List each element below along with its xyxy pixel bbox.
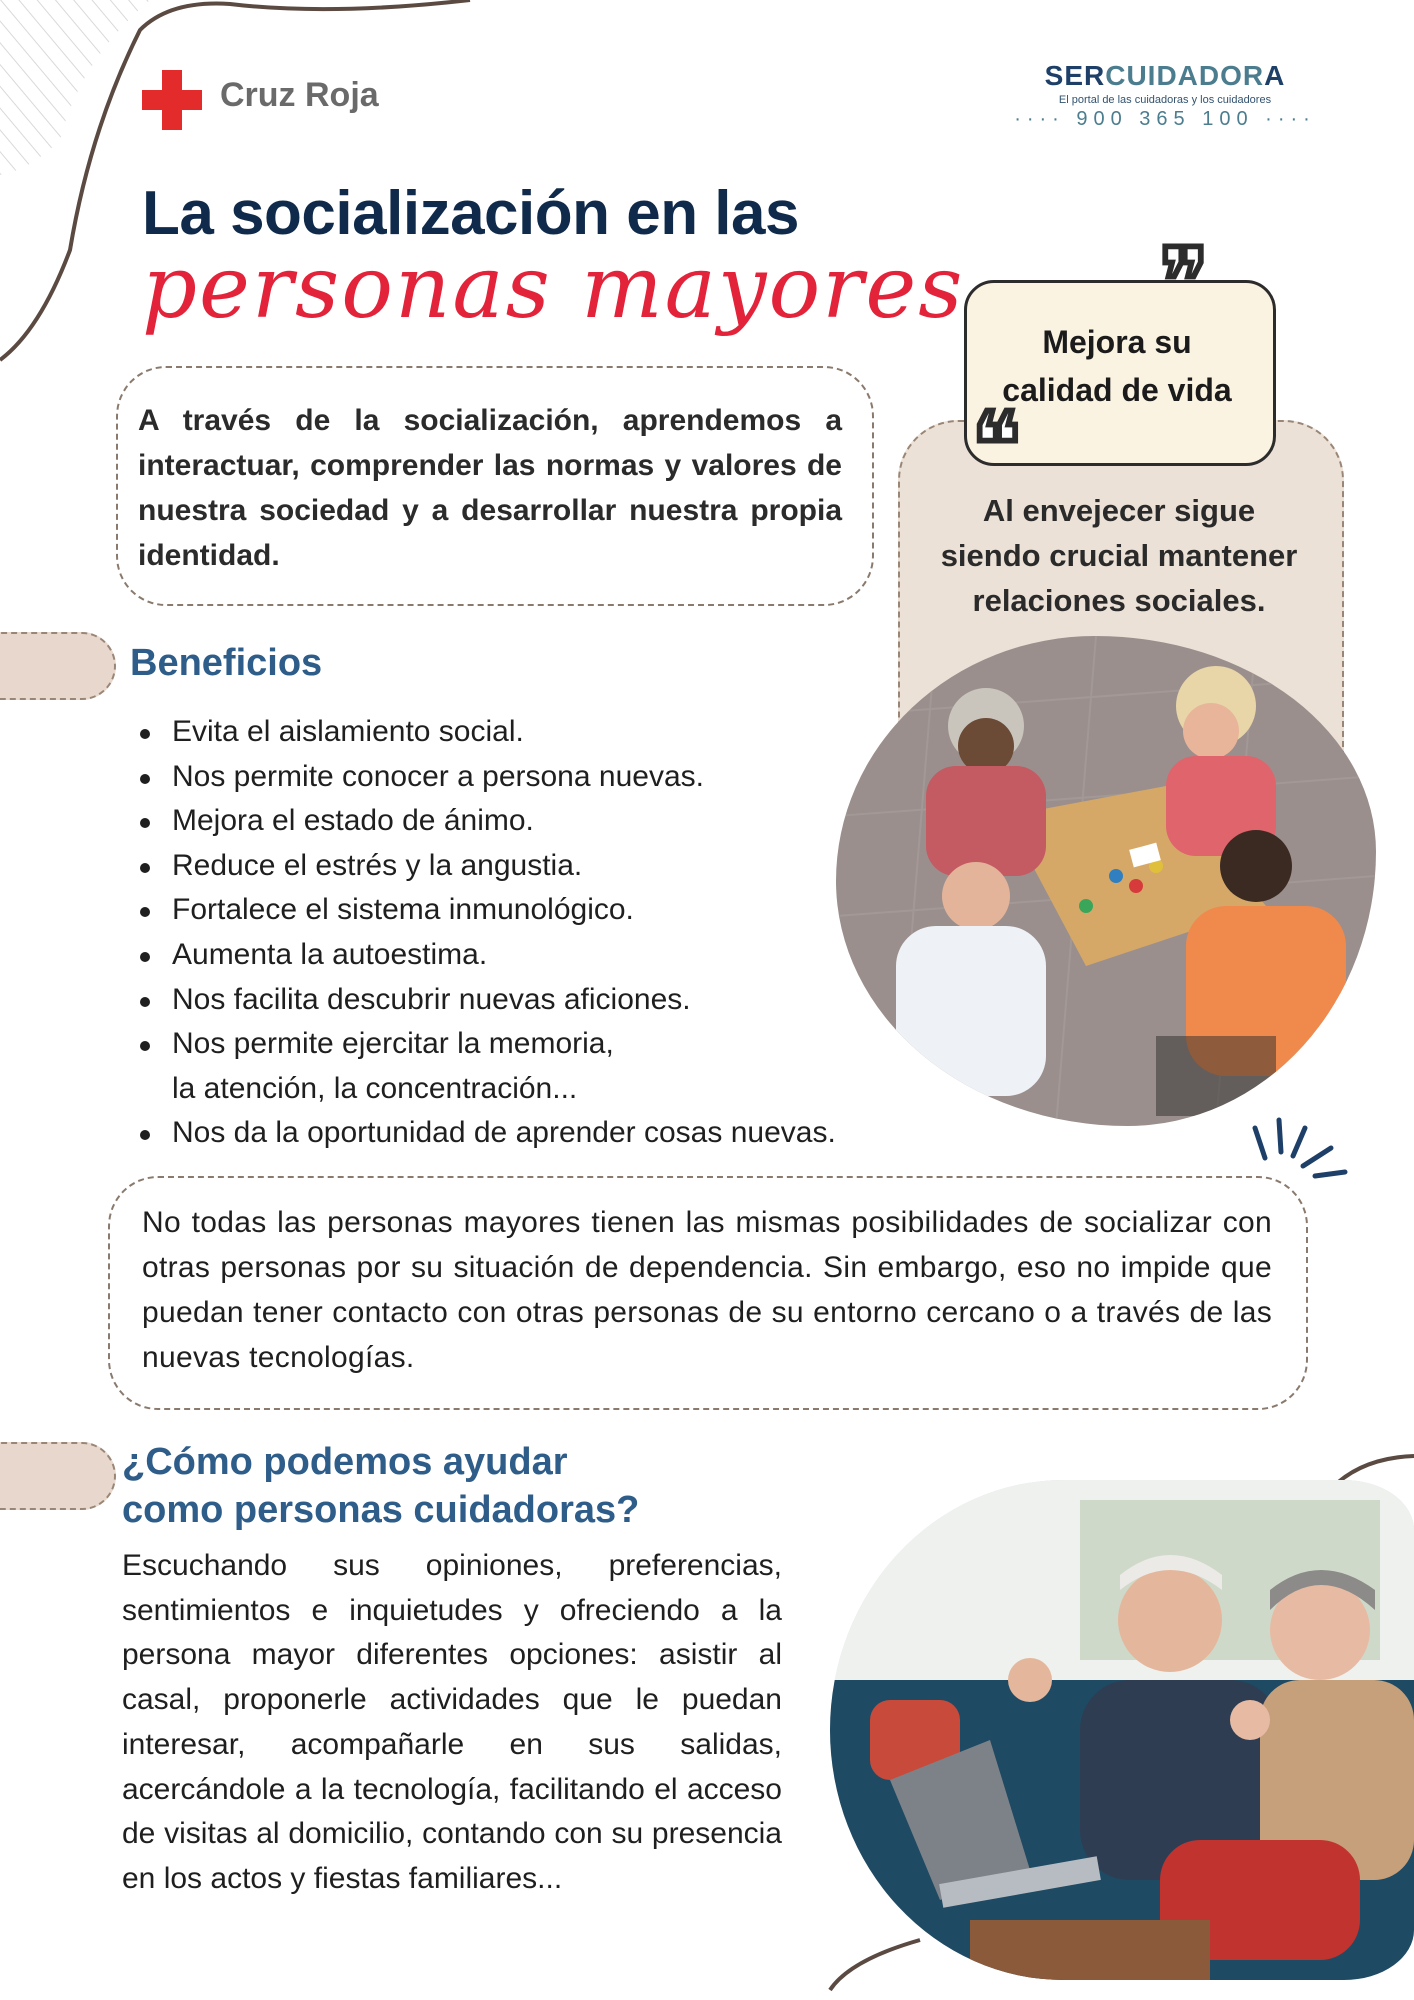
note-text: No todas las personas mayores tienen las mismas posibilidades de socializar con otras personas por su situación de dependencia. Sin embargo, eso no impide que puedan tener contacto con otras personas de su entorno cercano o a través de las nuevas tecnologías.	[142, 1206, 1272, 1374]
list-item: Aumenta la autoestima.	[136, 933, 836, 978]
list-item: Nos permite ejercitar la memoria, la atención, la concentración...	[136, 1022, 836, 1111]
benefits-list	[136, 710, 836, 1156]
list-item: Reduce el estrés y la angustia.	[136, 844, 836, 889]
section-tab	[0, 632, 116, 700]
list-item: Nos facilita descubrir nuevas aficiones.	[136, 978, 836, 1023]
benefits-heading: Beneficios	[130, 642, 323, 684]
help-text: Escuchando sus opiniones, preferencias, sentimientos e inquietudes y ofreciendo a la persona mayor diferentes opciones: asistir al casal, proponerle actividades que le puedan interesar, acompañarle en sus salidas, acercándole a la tecnología, facilitando el acceso de visitas al domicilio, contando con su presencia en los actos y fiestas familiares...	[122, 1549, 782, 1895]
brand-name: Cruz Roja	[220, 76, 379, 114]
intro-text: A través de la socialización, aprendemos a interactuar, comprender las normas y valores de nuestra sociedad y a desarrollar nuestra propia identidad.	[138, 404, 842, 572]
page-title-script: personas mayores	[142, 238, 965, 338]
photo-seniors-playing-cards	[836, 636, 1376, 1126]
sercuidadora-logo	[1000, 60, 1330, 131]
list-item: Mejora el estado de ánimo.	[136, 799, 836, 844]
list-item: Evita el aislamiento social.	[136, 710, 836, 755]
side-panel-text: Al envejecer sigue siendo crucial mantener relaciones sociales.	[940, 493, 1298, 618]
section-tab	[0, 1442, 116, 1510]
page-title: La socialización en las	[142, 179, 799, 248]
list-item: Fortalece el sistema inmunológico.	[136, 888, 836, 933]
quote-close-icon: ❝	[972, 392, 1021, 498]
list-item: Nos permite conocer a persona nuevas.	[136, 755, 836, 800]
list-item: Nos da la oportunidad de aprender cosas nuevas.	[136, 1111, 836, 1156]
help-heading: ¿Cómo podemos ayudar como personas cuidadoras?	[122, 1441, 640, 1531]
sercuidadora-wordmark: SERCUIDADORA	[1044, 60, 1286, 91]
quote-text: Mejora su calidad de vida	[1002, 324, 1232, 408]
cruz-roja-cross-logo	[142, 70, 202, 130]
photo-seniors-video-call	[830, 1480, 1414, 1980]
sercuidadora-subtitle: El portal de las cuidadoras y los cuidadores	[1058, 94, 1272, 106]
quote-open-icon: ❞	[1160, 228, 1209, 334]
phone-number: ···· 900 365 100 ····	[1014, 108, 1316, 130]
